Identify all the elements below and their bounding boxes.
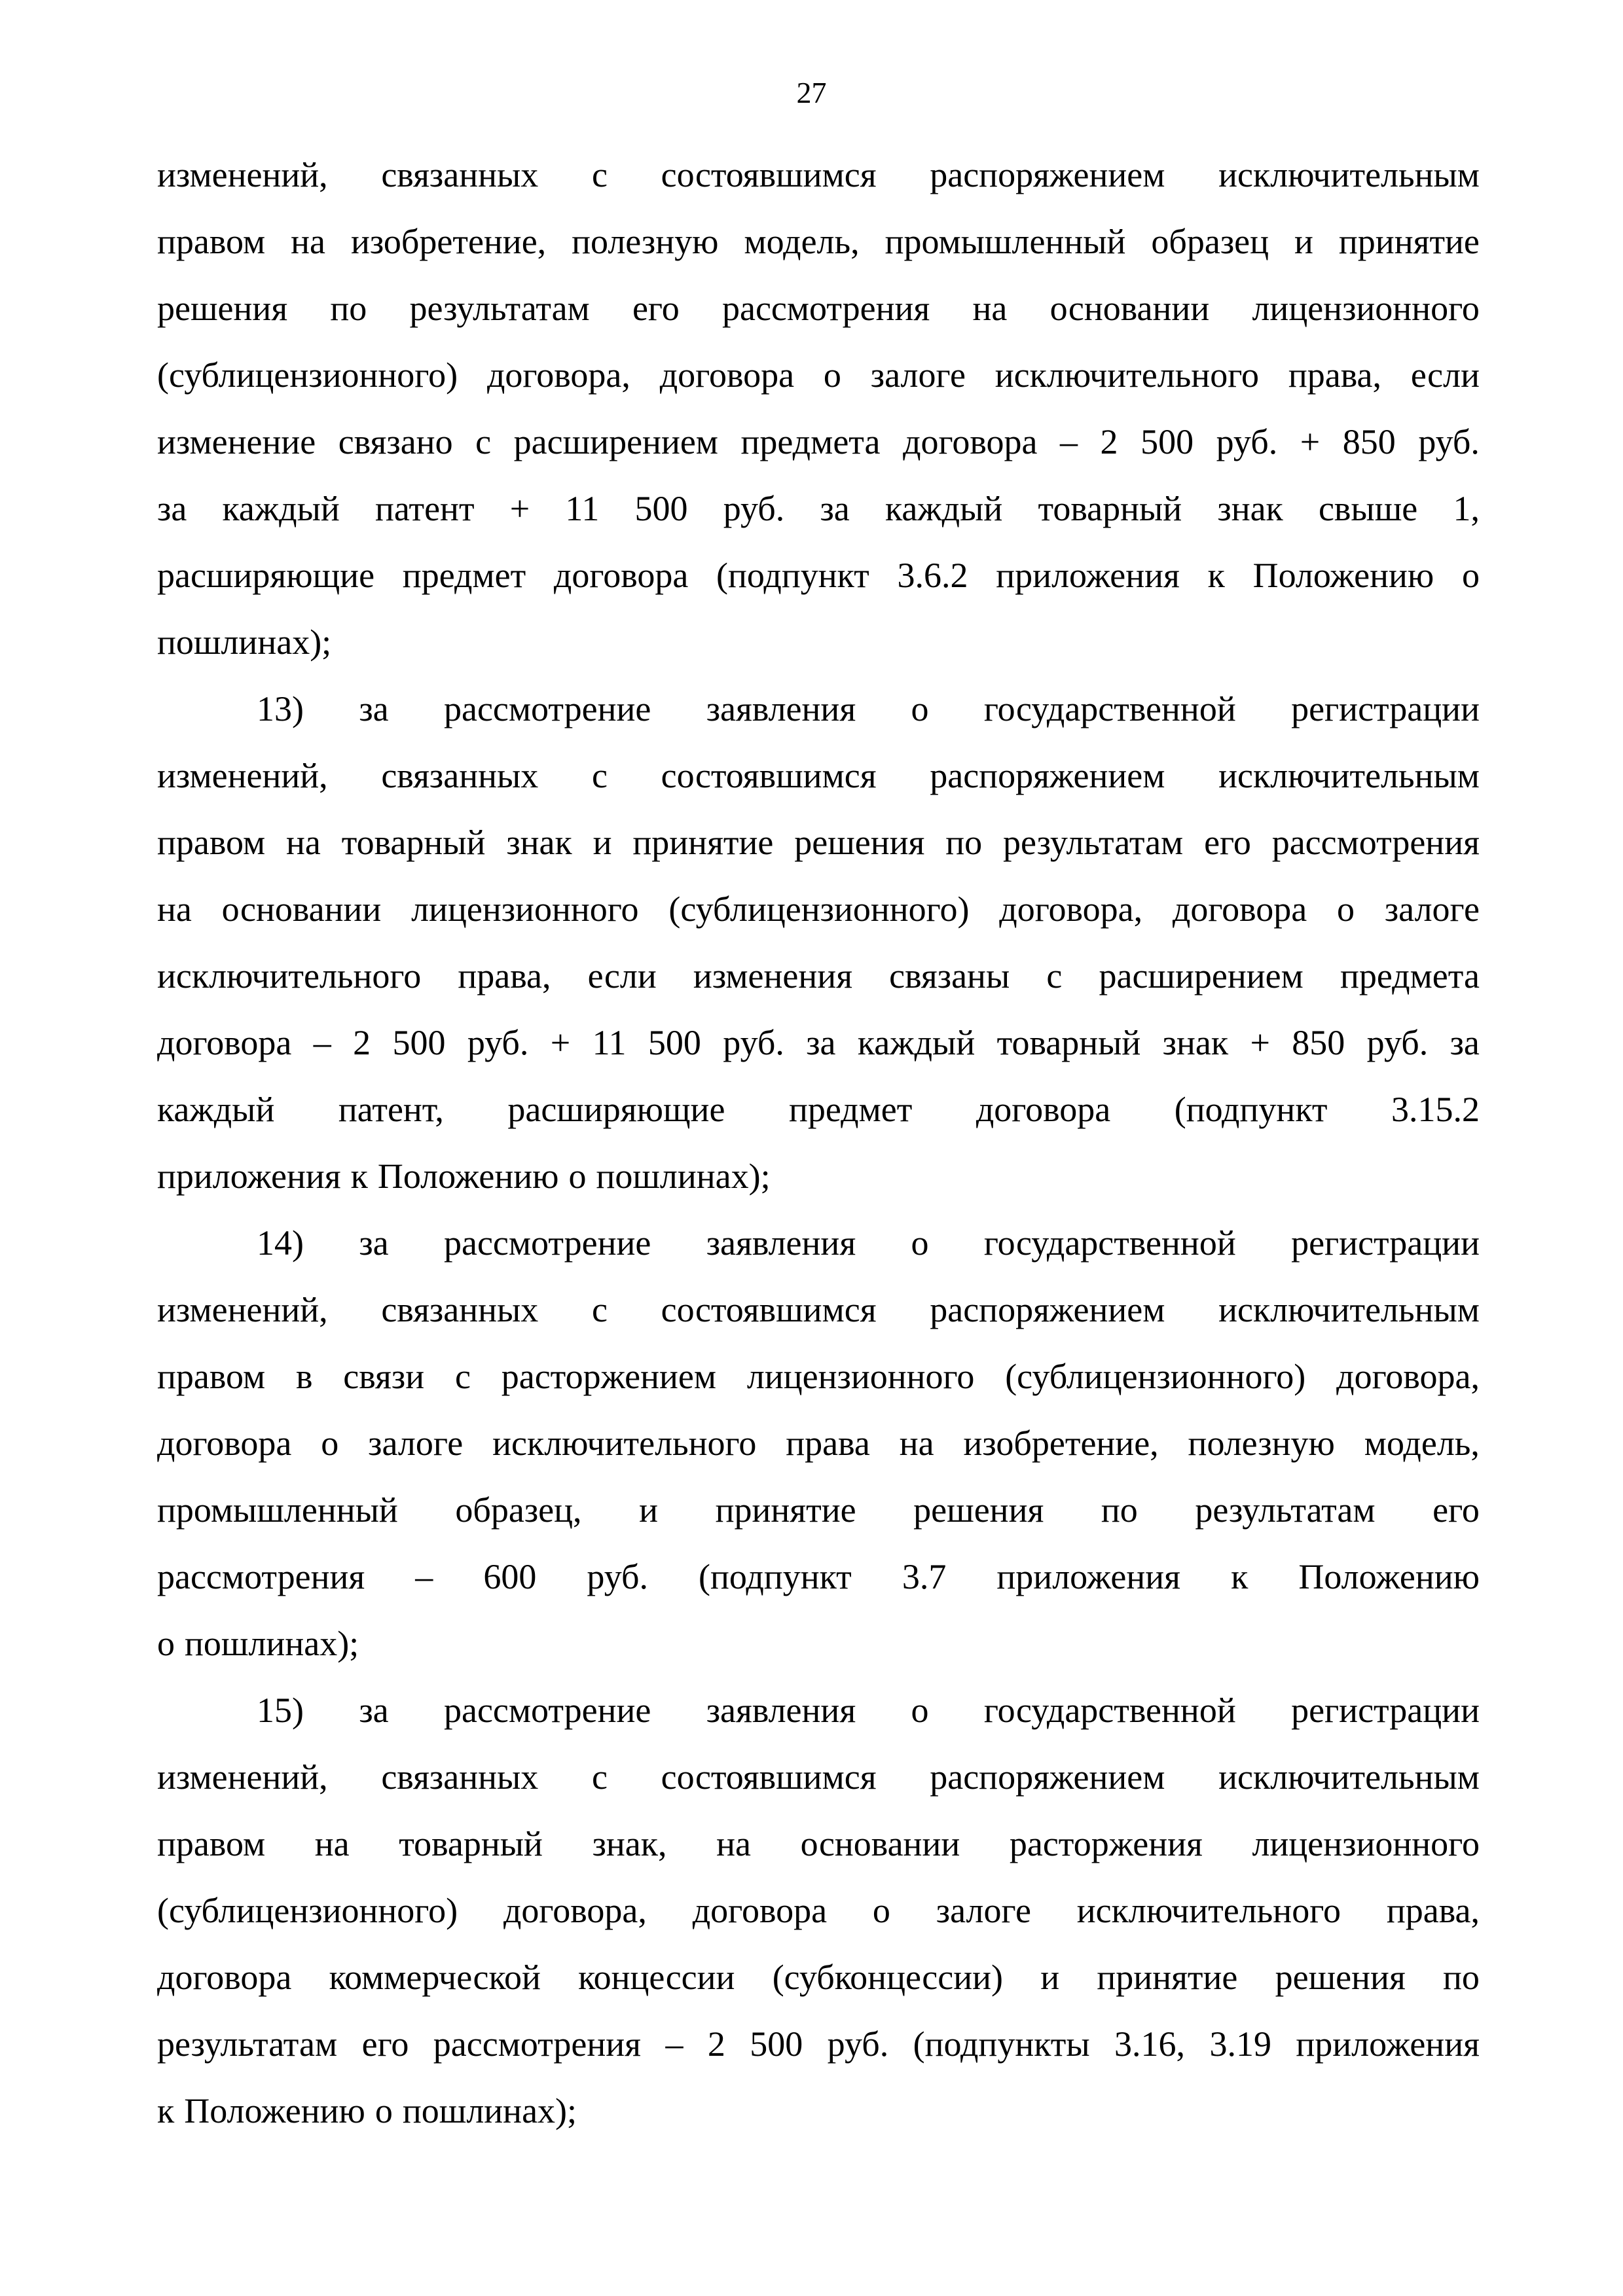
word: пошлинах); — [157, 622, 332, 662]
word: регистрации — [1291, 1691, 1480, 1730]
word: (подпункт — [699, 1557, 852, 1596]
word: о — [911, 1223, 929, 1263]
word: коммерческой — [329, 1958, 541, 1997]
word: и — [593, 823, 612, 862]
word: расторжением — [501, 1357, 717, 1396]
word: каждый — [884, 489, 1003, 528]
word: принятие — [715, 1490, 856, 1530]
word: исключительного — [994, 355, 1259, 395]
word: модель, — [744, 222, 860, 261]
text-line — [157, 809, 1480, 876]
word: основании — [221, 889, 382, 929]
word: договора — [157, 1958, 292, 1997]
word: (подпункты — [913, 2024, 1090, 2064]
word: 11 — [565, 489, 600, 528]
word: права, — [1288, 355, 1381, 395]
text-line — [157, 1143, 1480, 1210]
word: государственной — [983, 1223, 1236, 1263]
word: состоявшимся — [661, 756, 877, 795]
word: связанных — [381, 155, 539, 194]
word: за — [157, 489, 187, 528]
text-line — [157, 1543, 1480, 1610]
word: пошлинах); — [402, 2091, 577, 2130]
text-line — [157, 342, 1480, 408]
word: связанных — [381, 756, 539, 795]
text-line — [157, 1410, 1480, 1477]
word: 11 — [592, 1023, 627, 1062]
word: рассмотрение — [443, 689, 651, 728]
word: залоге — [936, 1891, 1031, 1930]
text-line — [157, 2077, 1480, 2144]
word: правом — [157, 1357, 266, 1396]
word: договора — [157, 1023, 292, 1062]
text-line — [157, 408, 1480, 475]
text-line — [157, 1477, 1480, 1543]
word: каждый — [157, 1090, 275, 1129]
word: (сублицензионного) — [157, 1891, 458, 1930]
text-line — [157, 1677, 1480, 1744]
word: промышленный — [884, 222, 1126, 261]
word: связаны — [889, 956, 1010, 996]
word: патент — [375, 489, 475, 528]
text-line — [157, 208, 1480, 275]
word: исключительным — [1218, 1757, 1480, 1797]
word: государственной — [983, 689, 1236, 728]
word: 3.7 — [902, 1557, 947, 1596]
word: распоряжением — [930, 1757, 1165, 1797]
text-line — [157, 675, 1480, 742]
word: на — [314, 1824, 350, 1863]
word: расторжения — [1009, 1824, 1203, 1863]
word: Положению — [1252, 556, 1434, 595]
word: исключительным — [1218, 756, 1480, 795]
word: о — [157, 1624, 175, 1663]
text-line — [157, 1944, 1480, 2011]
word: о — [568, 1157, 587, 1196]
text-line — [157, 876, 1480, 942]
word: руб. — [723, 1023, 784, 1062]
word: 850 — [1342, 422, 1396, 461]
word: о — [321, 1424, 339, 1463]
word: с — [591, 1290, 608, 1329]
word: расширяющие — [507, 1090, 725, 1129]
word: 15) — [257, 1691, 304, 1730]
text-line — [157, 1076, 1480, 1143]
word: полезную — [572, 222, 719, 261]
word: руб. — [467, 1023, 529, 1062]
word: 600 — [483, 1557, 537, 1596]
word: его — [361, 2024, 409, 2064]
word: 500 — [392, 1023, 446, 1062]
text-line — [157, 2011, 1480, 2077]
word: заявления — [706, 689, 856, 728]
word: 500 — [1140, 422, 1194, 461]
word: приложения — [1296, 2024, 1480, 2064]
word: договора — [692, 1891, 828, 1930]
word: права, — [458, 956, 551, 996]
page-number: 27 — [796, 76, 827, 109]
word: и — [1040, 1958, 1060, 1997]
word: каждый — [222, 489, 340, 528]
word: за — [359, 689, 389, 728]
word: права, — [1386, 1891, 1480, 1930]
word: предмета — [1340, 956, 1480, 996]
text-line — [157, 942, 1480, 1009]
word: на — [972, 289, 1008, 328]
word: по — [1101, 1490, 1138, 1530]
word: залоге — [1384, 889, 1480, 929]
word: о — [1461, 556, 1480, 595]
text-line — [157, 1877, 1480, 1944]
text-line — [157, 609, 1480, 675]
word: за — [359, 1691, 389, 1730]
word: договора — [157, 1424, 292, 1463]
word: на — [899, 1424, 934, 1463]
word: результатам — [1195, 1490, 1376, 1530]
word: товарный — [996, 1023, 1141, 1062]
word: рассмотрения — [721, 289, 930, 328]
word: к — [1231, 1557, 1249, 1596]
word: рассмотрения — [1271, 823, 1480, 862]
word: – — [665, 2024, 684, 2064]
word: с — [475, 422, 492, 461]
word: договора, — [999, 889, 1143, 929]
word: с — [591, 756, 608, 795]
word: принятие — [1338, 222, 1480, 261]
word: изменений, — [157, 1290, 328, 1329]
word: по — [330, 289, 367, 328]
word: 3.19 — [1209, 2024, 1271, 2064]
word: за — [359, 1223, 389, 1263]
word: приложения — [157, 1157, 341, 1196]
word: лицензионного — [746, 1357, 975, 1396]
word: изобретение, — [350, 222, 547, 261]
word: 2 — [1100, 422, 1118, 461]
word: пошлинах); — [185, 1624, 359, 1663]
word: знак — [1162, 1023, 1229, 1062]
word: 3.15.2 — [1391, 1090, 1480, 1129]
word: (субконцессии) — [772, 1958, 1004, 1997]
word: руб. — [1216, 422, 1278, 461]
word: товарный — [399, 1824, 543, 1863]
word: правом — [157, 1824, 266, 1863]
word: рассмотрение — [443, 1223, 651, 1263]
word: приложения — [996, 556, 1180, 595]
word: принятие — [1097, 1958, 1238, 1997]
text-line — [157, 1610, 1480, 1677]
word: о — [1337, 889, 1355, 929]
text-line — [157, 475, 1480, 542]
word: расширением — [1099, 956, 1304, 996]
word: расширением — [513, 422, 718, 461]
word: договора — [903, 422, 1038, 461]
word: к — [350, 1157, 368, 1196]
word: 3.6.2 — [897, 556, 968, 595]
word: распоряжением — [930, 1290, 1165, 1329]
word: и — [1294, 222, 1313, 261]
text-line — [157, 1210, 1480, 1276]
word: заявления — [706, 1223, 856, 1263]
word: его — [1432, 1490, 1480, 1530]
word: правом — [157, 222, 266, 261]
word: предмета — [740, 422, 881, 461]
word: договора, — [1336, 1357, 1480, 1396]
word: правом — [157, 823, 266, 862]
word: на — [157, 889, 192, 929]
word: + — [509, 489, 530, 528]
word: на — [716, 1824, 751, 1863]
word: с — [454, 1357, 471, 1396]
word: промышленный — [157, 1490, 398, 1530]
word: руб. — [1418, 422, 1480, 461]
word: его — [1204, 823, 1251, 862]
word: с — [591, 1757, 608, 1797]
word: решения — [794, 823, 925, 862]
word: 13) — [257, 689, 304, 728]
word: рассмотрения — [157, 1557, 365, 1596]
word: знак — [506, 823, 572, 862]
word: 1, — [1453, 489, 1480, 528]
word: распоряжением — [930, 155, 1165, 194]
word: расширяющие — [157, 556, 375, 595]
word: рассмотрения — [433, 2024, 642, 2064]
word: залоге — [368, 1424, 464, 1463]
word: лицензионного — [1252, 1824, 1480, 1863]
word: за — [820, 489, 850, 528]
word: (сублицензионного) — [668, 889, 970, 929]
word: 3.16, — [1114, 2024, 1186, 2064]
word: патент, — [338, 1090, 444, 1129]
word: связанных — [381, 1290, 539, 1329]
word: изменений, — [157, 1757, 328, 1797]
text-line — [157, 1009, 1480, 1076]
word: распоряжением — [930, 756, 1165, 795]
word: по — [945, 823, 983, 862]
word: изменений, — [157, 155, 328, 194]
word: его — [632, 289, 680, 328]
word: исключительного — [492, 1424, 757, 1463]
word: состоявшимся — [661, 155, 877, 194]
word: договора, — [503, 1891, 647, 1930]
word: исключительным — [1218, 155, 1480, 194]
word: за — [1450, 1023, 1480, 1062]
word: с — [591, 155, 608, 194]
word: договора — [1172, 889, 1307, 929]
word: + — [1300, 422, 1321, 461]
word: (подпункт — [716, 556, 869, 595]
word: образец — [1151, 222, 1269, 261]
word: договора — [553, 556, 689, 595]
word: исключительного — [157, 956, 422, 996]
word: свыше — [1318, 489, 1418, 528]
text-line — [157, 275, 1480, 342]
word: знак — [1217, 489, 1283, 528]
word: + — [550, 1023, 571, 1062]
word: регистрации — [1291, 689, 1480, 728]
word: предмет — [788, 1090, 913, 1129]
word: в — [295, 1357, 313, 1396]
word: лицензионного — [411, 889, 639, 929]
word: права — [786, 1424, 870, 1463]
word: модель, — [1364, 1424, 1480, 1463]
word: состоявшимся — [661, 1290, 877, 1329]
word: товарный — [341, 823, 486, 862]
word: решения — [157, 289, 288, 328]
word: на — [291, 222, 325, 261]
word: Положению — [377, 1157, 559, 1196]
text-line — [157, 742, 1480, 809]
word: изменения — [693, 956, 853, 996]
word: если — [587, 956, 657, 996]
word: государственной — [983, 1691, 1236, 1730]
word: товарный — [1038, 489, 1182, 528]
word: результатам — [157, 2024, 338, 2064]
word: решения — [913, 1490, 1044, 1530]
text-line — [157, 1810, 1480, 1877]
word: договора, — [486, 355, 630, 395]
word: регистрации — [1291, 1223, 1480, 1263]
word: принятие — [632, 823, 774, 862]
word: 500 — [634, 489, 688, 528]
word: если — [1410, 355, 1480, 395]
word: руб. — [827, 2024, 889, 2064]
word: с — [1046, 956, 1063, 996]
word: договора — [659, 355, 795, 395]
word: о — [872, 1891, 890, 1930]
word: по — [1443, 1958, 1480, 1997]
word: о — [911, 1691, 929, 1730]
text-line — [157, 141, 1480, 208]
document-body — [157, 141, 1480, 2144]
word: лицензионного — [1252, 289, 1480, 328]
word: изменение — [157, 422, 316, 461]
word: – — [313, 1023, 331, 1062]
word: Положению — [184, 2091, 365, 2130]
word: исключительного — [1076, 1891, 1341, 1930]
word: состоявшимся — [661, 1757, 877, 1797]
word: о — [823, 355, 841, 395]
word: изменений, — [157, 756, 328, 795]
word: руб. — [723, 489, 785, 528]
text-line — [157, 1744, 1480, 1810]
word: рассмотрение — [443, 1691, 651, 1730]
word: результатам — [409, 289, 590, 328]
word: к — [157, 2091, 175, 2130]
word: результатам — [1003, 823, 1184, 862]
word: предмет — [402, 556, 526, 595]
word: и — [639, 1490, 658, 1530]
word: связано — [338, 422, 453, 461]
word: – — [415, 1557, 433, 1596]
word: (подпункт — [1174, 1090, 1328, 1129]
word: 2 — [353, 1023, 371, 1062]
word: решения — [1275, 1958, 1406, 1997]
word: 14) — [257, 1223, 304, 1263]
word: 500 — [750, 2024, 803, 2064]
word: о — [374, 2091, 393, 2130]
word: основании — [1049, 289, 1210, 328]
word: основании — [800, 1824, 960, 1863]
word: Положению — [1298, 1557, 1480, 1596]
word: изобретение, — [963, 1424, 1159, 1463]
word: залоге — [870, 355, 966, 395]
word: образец, — [455, 1490, 582, 1530]
word: руб. — [1366, 1023, 1429, 1062]
word: – — [1060, 422, 1078, 461]
text-line — [157, 1276, 1480, 1343]
word: на — [286, 823, 321, 862]
word: связанных — [381, 1757, 539, 1797]
word: 850 — [1292, 1023, 1345, 1062]
word: (сублицензионного) — [157, 355, 458, 395]
word: концессии — [578, 1958, 735, 1997]
word: знак, — [592, 1824, 667, 1863]
word: исключительным — [1218, 1290, 1480, 1329]
word: за — [806, 1023, 836, 1062]
word: полезную — [1188, 1424, 1335, 1463]
word: договора — [976, 1090, 1111, 1129]
word: связи — [343, 1357, 425, 1396]
word: (сублицензионного) — [1005, 1357, 1306, 1396]
word: пошлинах); — [596, 1157, 771, 1196]
text-line — [157, 542, 1480, 609]
word: приложения — [996, 1557, 1180, 1596]
word: руб. — [587, 1557, 648, 1596]
word: заявления — [706, 1691, 856, 1730]
text-line — [157, 1343, 1480, 1410]
word: каждый — [857, 1023, 976, 1062]
word: 500 — [647, 1023, 701, 1062]
word: + — [1250, 1023, 1270, 1062]
word: о — [911, 689, 929, 728]
word: 2 — [707, 2024, 725, 2064]
word: к — [1207, 556, 1225, 595]
